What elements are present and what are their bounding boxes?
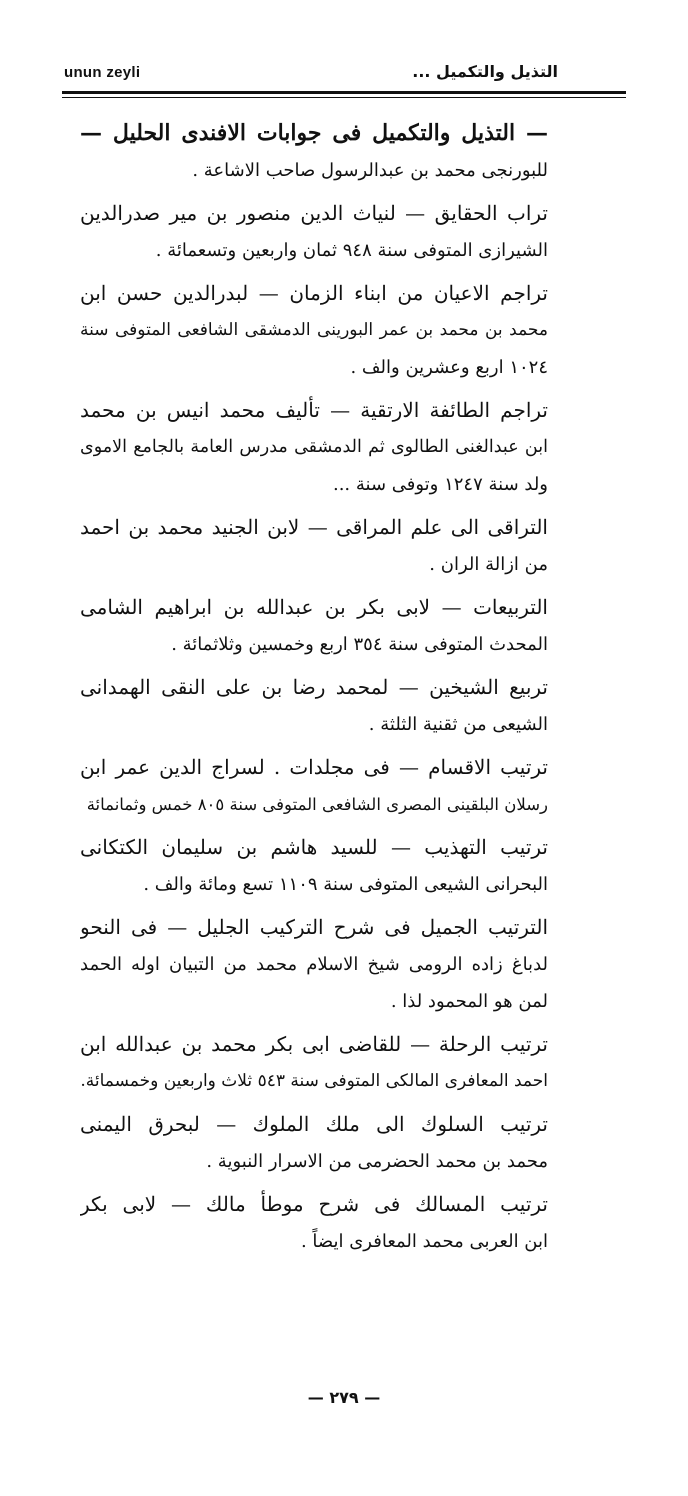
dictionary-entry <box>80 392 548 503</box>
entry-text-line: المحدث المتوفى سنة ٣٥٤ اربع وخمسين وثلاثمائة . <box>171 634 548 655</box>
dictionary-entry <box>80 115 548 189</box>
entry-title-line: تراب الحقايق — لنياث الدين منصور بن مير صدرالدين <box>80 201 548 225</box>
dictionary-entry <box>80 909 548 1020</box>
dictionary-entry <box>80 829 548 903</box>
header-rule-thin <box>62 97 626 98</box>
entry-text-line: الشيرازى المتوفى سنة ٩٤٨ ثمان واربعين وتسعمائة . <box>155 240 548 261</box>
entry-text-line: لدباغ زاده الرومى شيخ الاسلام محمد من التبيان اوله الحمد <box>80 954 548 975</box>
entry-title-line: التراقى الى علم المراقى — لابن الجنيد محمد بن احمد <box>80 515 548 539</box>
entry-text-line: الشيعى من ثقنية الثلثة . <box>368 714 548 735</box>
entry-text-line: لمن هو المحمود لذا . <box>390 991 548 1012</box>
entry-title-line: ترتيب التهذيب — للسيد هاشم بن سليمان الكتكانى <box>80 835 548 859</box>
dictionary-entry <box>80 275 548 386</box>
entry-text-line: محمد بن محمد بن عمر البورينى الدمشقى الشافعى المتوفى سنة <box>80 320 548 340</box>
entry-text-line: البحرانى الشيعى المتوفى سنة ١١٠٩ تسع ومائة والف . <box>143 874 548 895</box>
entry-text-line: ولد سنة ١٢٤٧ وتوفى سنة ... <box>332 474 548 495</box>
entry-title-line: ترتيب الرحلة — للقاضى ابى بكر محمد بن عبدالله ابن <box>80 1032 548 1056</box>
entry-text-line: ابن عبدالغنى الطالوى ثم الدمشقى مدرس العامة بالجامع الاموى <box>80 437 548 457</box>
entry-text-line: محمد بن محمد الحضرمى من الاسرار النبوية . <box>206 1151 548 1172</box>
dictionary-entry <box>80 1106 548 1180</box>
entry-text-line: رسلان البلقينى المصرى الشافعى المتوفى سنة ٨٠٥ خمس وثمانمائة <box>86 795 548 814</box>
dictionary-entry <box>80 509 548 583</box>
dictionary-entry <box>80 1026 548 1100</box>
dictionary-entry <box>80 195 548 269</box>
entry-title-line: تراجم الطائفة الارتقية — تأليف محمد انيس بن محمد <box>80 398 548 422</box>
entry-text-line: من ازالة الران . <box>429 554 548 575</box>
header-rule-thick <box>62 91 626 94</box>
dictionary-entry <box>80 669 548 743</box>
dictionary-entry <box>80 589 548 663</box>
entries-list <box>80 115 548 1266</box>
entry-text-line: ١٠٢٤ اربع وعشرين والف . <box>350 357 548 378</box>
entry-title-line: الترتيب الجميل فى شرح التركيب الجليل — فى النحو <box>80 915 548 939</box>
entry-text-line: احمد المعافرى المالكى المتوفى سنة ٥٤٣ ثلاث واربعين وخمسمائة. <box>80 1071 548 1091</box>
entry-title-line: — التذيل والتكميل فى جوابات الافندى الحليل — <box>80 120 548 146</box>
page-number: — ٢٧٩ — <box>307 1388 381 1407</box>
entry-title-line: ترتيب الاقسام — فى مجلدات . لسراج الدين عمر ابن <box>80 755 548 779</box>
entry-title-line: تربيع الشيخين — لمحمد رضا بن على النقى الهمدانى <box>80 675 548 699</box>
dictionary-entry <box>80 1186 548 1260</box>
running-header-arabic: التذيل والتكميل ... <box>412 62 558 81</box>
entry-title-line: ترتيب المسالك فى شرح موطأ مالك — لابى بكر <box>80 1192 548 1216</box>
entry-text-line: للبورنجى محمد بن عبدالرسول صاحب الاشاعة . <box>192 160 548 181</box>
entry-title-line: التربيعات — لابى بكر بن عبدالله بن ابراهيم الشامى <box>80 595 548 619</box>
entry-title-line: ترتيب السلوك الى ملك الملوك — لبحرق اليمنى <box>80 1112 548 1136</box>
entry-title-line: تراجم الاعيان من ابناء الزمان — لبدرالدين حسن ابن <box>80 281 548 305</box>
dictionary-entry <box>80 749 548 823</box>
entry-text-line: ابن العربى محمد المعافرى ايضاً . <box>300 1231 548 1252</box>
running-header-turkish: unun zeyli <box>64 64 141 81</box>
